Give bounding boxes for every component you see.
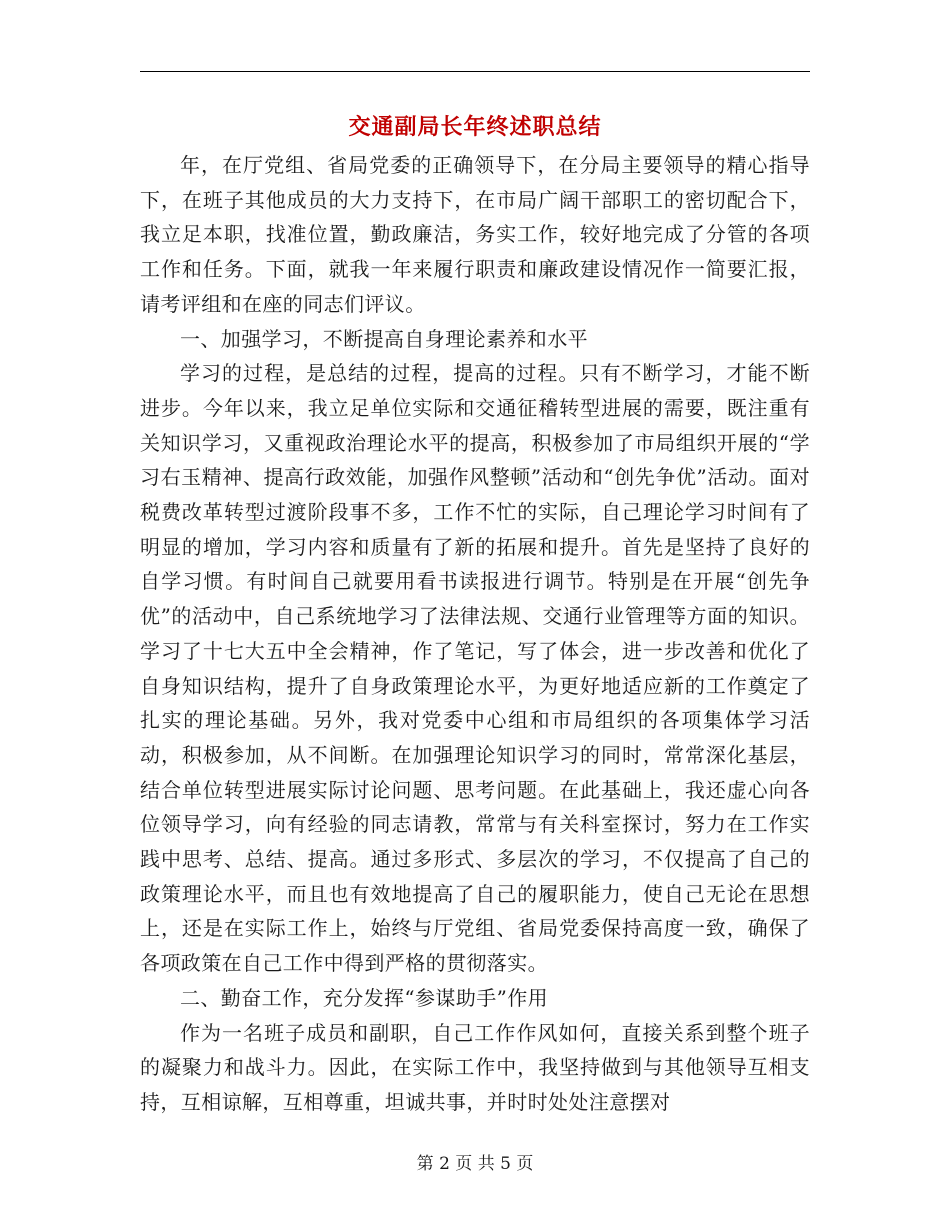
paragraph-work: 作为一名班子成员和副职，自己工作作风如何，直接关系到整个班子的凝聚力和战斗力。因此，在实际工作中，我坚持做到与其他领导互相支持，互相谅解，互相尊重，坦诚共事，并时时处处注意摆对	[140, 1020, 810, 1114]
document-title: 交通副局长年终述职总结	[348, 114, 602, 140]
section-heading-2: 二、勤奋工作，充分发挥“参谋助手”作用	[180, 985, 549, 1010]
document-body	[140, 148, 810, 1120]
paragraph-study: 学习的过程，是总结的过程，提高的过程。只有不断学习，才能不断进步。今年以来，我立足单位实际和交通征稽转型进展的需要，既注重有关知识学习，又重视政治理论水平的提高，积极参加了市局组织开展的“学习右玉精神、提高行政效能，加强作风整顿”活动和“创先争优”活动。面对税费改革转型过渡阶段事不多，工作不忙的实际，自己理论学习时间有了明显的增加，学习内容和质量有了新的拓展和提升。首先是坚持了良好的自学习惯。有时间自己就要用看书读报进行调节。特别是在开展“创先争优”的活动中，自己系统地学习了法律法规、交通行业管理等方面的知识。学习了十七大五中全会精神，作了笔记，写了体会，进一步改善和优化了自身知识结构，提升了自身政策理论水平，为更好地适应新的工作奠定了扎实的理论基础。另外，我对党委中心组和市局组织的各项集体学习活动，积极参加，从不间断。在加强理论知识学习的同时，常常深化基层，结合单位转型进展实际讨论问题、思考问题。在此基础上，我还虚心向各位领导学习，向有经验的同志请教，常常与有关科室探讨，努力在工作实践中思考、总结、提高。通过多形式、多层次的学习，不仅提高了自己的政策理论水平，而且也有效地提高了自己的履职能力，使自己无论在思想上，还是在实际工作上，始终与厅党组、省局党委保持高度一致，确保了各项政策在自己工作中得到严格的贯彻落实。	[140, 361, 810, 976]
header-rule	[140, 71, 810, 72]
paragraph-intro: 年，在厅党组、省局党委的正确领导下，在分局主要领导的精心指导下，在班子其他成员的大力支持下，在市局广阔干部职工的密切配合下，我立足本职，找准位置，勤政廉洁，务实工作，较好地完成了分管的各项工作和任务。下面，就我一年来履行职责和廉政建设情况作一简要汇报，请考评组和在座的同志们评议。	[140, 153, 810, 316]
page-number-footer: 第 2 页 共 5 页	[416, 1154, 534, 1174]
section-heading-1: 一、加强学习，不断提高自身理论素养和水平	[180, 326, 588, 351]
